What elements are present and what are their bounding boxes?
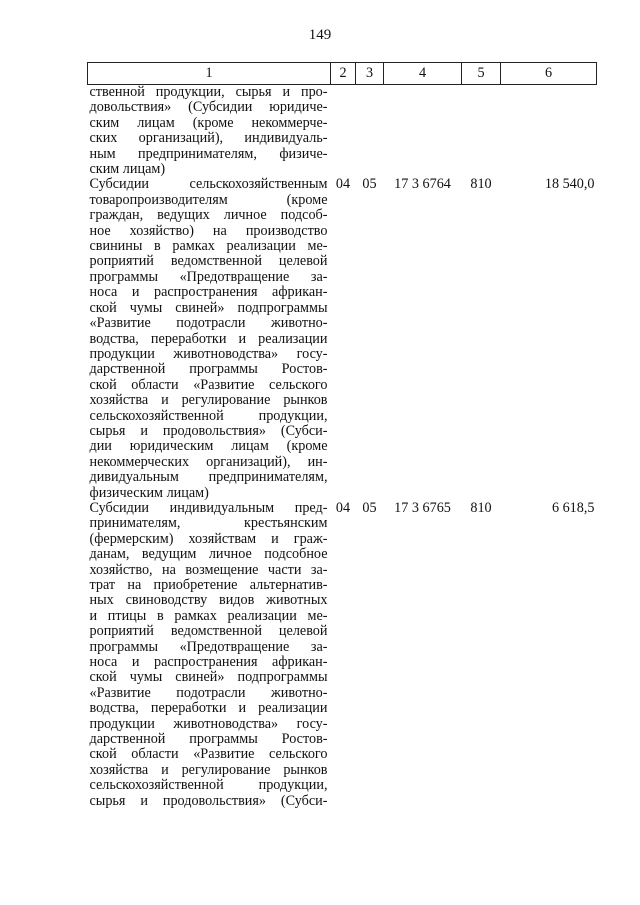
description-line: хозяйство, на возмещение части за- [89, 561, 328, 578]
header-col-6: 6 [501, 63, 597, 85]
header-col-5: 5 [462, 63, 501, 85]
description-line: хозяйства и регулирование рынков [89, 392, 328, 409]
row-expense-type [462, 85, 501, 178]
table-row [88, 177, 597, 501]
budget-table [87, 62, 597, 809]
description-line: дии юридическим лицам (кроме [89, 438, 328, 455]
description-line: ским лицам) [89, 161, 166, 178]
table-row [88, 501, 597, 809]
description-line: ским лицам (кроме некоммерче- [89, 114, 328, 131]
header-col-2: 2 [331, 63, 356, 85]
description-line: ской области «Развитие сельского [89, 376, 328, 393]
row-description [88, 177, 331, 501]
description-line: носа и распространения африкан- [89, 654, 328, 671]
row-expense-type: 810 [470, 176, 492, 193]
description-line: сырья и продовольствия» (Субси- [89, 792, 328, 809]
description-line: водства, переработки и реализации [89, 330, 328, 347]
row-amount [501, 85, 597, 178]
row-target-article: 17 3 6764 [394, 176, 451, 193]
description-line: «Развитие подотрасли животно- [89, 684, 328, 701]
header-col-3: 3 [356, 63, 384, 85]
description-line: некоммерческих организаций), ин- [89, 453, 328, 470]
row-section-code: 04 [335, 499, 351, 516]
description-line: сельскохозяйственной продукции, [89, 777, 328, 794]
table-header [88, 63, 597, 85]
row-target-article: 17 3 6765 [394, 499, 451, 516]
description-line: ных свиноводству видов животных [89, 592, 328, 609]
description-line: носа и распространения африкан- [89, 284, 328, 301]
description-line: товаропроизводителям (кроме [89, 191, 328, 208]
description-line: ской области «Развитие сельского [89, 746, 328, 763]
description-line: довольствия» (Субсидии юридиче- [89, 99, 328, 116]
description-line: продукции животноводства» госу- [89, 715, 328, 732]
description-line: программы «Предотвращение за- [89, 268, 328, 285]
row-target-article [384, 85, 462, 178]
description-line: принимателям, крестьянским [89, 515, 328, 532]
row-description [88, 85, 331, 178]
description-line: сельскохозяйственной продукции, [89, 407, 328, 424]
description-line: дарственной программы Ростов- [89, 731, 328, 748]
table-body [88, 85, 597, 810]
description-line: водства, переработки и реализации [89, 700, 328, 717]
table-row [88, 85, 597, 178]
row-section-code: 04 [335, 176, 351, 193]
row-section-code [331, 85, 356, 178]
header-col-1: 1 [88, 63, 331, 85]
description-line: Субсидии сельскохозяйственным [89, 176, 328, 193]
description-line: ственной продукции, сырья и про- [89, 84, 328, 100]
description-line: (фермерским) хозяйствам и граж- [89, 530, 328, 547]
description-line: роприятий ведомственной целевой [89, 253, 328, 270]
row-expense-type: 810 [470, 499, 492, 516]
description-line: трат на приобретение альтернатив- [89, 577, 328, 593]
row-amount: 6 618,5 [551, 499, 595, 516]
description-line: ских организаций), индивидуаль- [89, 130, 328, 147]
description-line: ное хозяйство) на производство [89, 222, 328, 239]
description-line: свинины в рамках реализации ме- [89, 238, 328, 255]
description-line: данам, ведущим личное подсобное [89, 546, 328, 563]
description-line: и птицы в рамках реализации ме- [89, 607, 328, 624]
header-col-4: 4 [384, 63, 462, 85]
description-line: сырья и продовольствия» (Субси- [89, 422, 328, 439]
description-line: хозяйства и регулирование рынков [89, 761, 328, 778]
row-amount: 18 540,0 [544, 176, 595, 193]
description-line: роприятий ведомственной целевой [89, 623, 328, 640]
description-line: физическим лицам) [89, 484, 209, 501]
row-subsection-code: 05 [362, 499, 377, 516]
description-line: «Развитие подотрасли животно- [89, 315, 328, 332]
description-line: дарственной программы Ростов- [89, 361, 328, 378]
description-line: Субсидии индивидуальным пред- [89, 499, 328, 516]
description-line: ным предпринимателям, физиче- [89, 145, 328, 162]
description-line: ской чумы свиней» подпрограммы [89, 299, 328, 316]
description-line: граждан, ведущих личное подсоб- [89, 207, 328, 224]
page-number: 149 [308, 27, 332, 43]
row-subsection-code: 05 [362, 176, 377, 193]
header-row [88, 63, 597, 85]
description-line: дивидуальным предпринимателям, [89, 469, 328, 486]
description-line: программы «Предотвращение за- [89, 638, 328, 655]
row-subsection-code [356, 85, 384, 178]
description-line: ской чумы свиней» подпрограммы [89, 669, 328, 686]
description-line: продукции животноводства» госу- [89, 345, 328, 362]
row-description [88, 501, 331, 809]
